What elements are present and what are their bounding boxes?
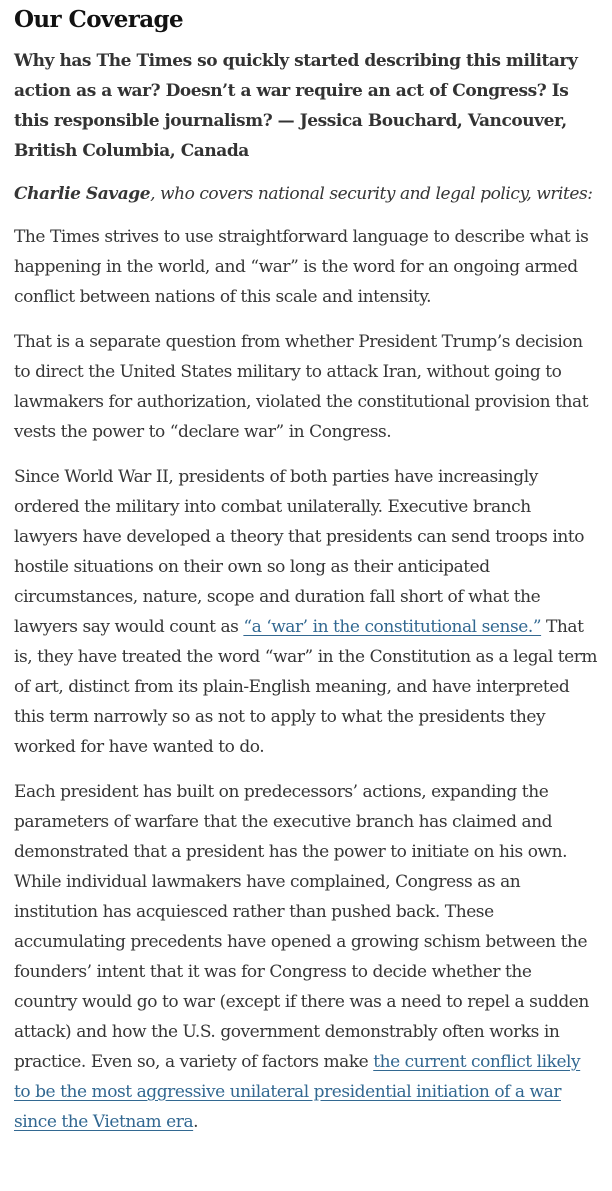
paragraph-3-text-after: That is, they have treated the word “war” in the Constitution as a legal term of art, distinct from its plain-English meaning, and have interpreted this term narrowly so as not to apply to what the presidents they worked for have wanted to do. <box>14 617 598 757</box>
paragraph-2: That is a separate question from whether President Trump’s decision to direct the United States military to attack Iran, without going to lawmakers for authorization, violated the constitutional provision that vests the power to “declare war” in Congress. <box>14 332 589 442</box>
paragraph-4-text-before: Each president has built on predecessors’ actions, expanding the parameters of warfare that the executive branch has claimed and demonstrated that a president has the power to initiate on his own. While individual lawmakers have complained, Congress as an institution has acquiesced rather than pushed back. These accumulating precedents have opened a growing schism between the founders’ intent that it was for Congress to decide whether the country would go to war (except if there was a need to repel a sudden attack) and how the U.S. government demonstrably often works in practice. Even so, a variety of factors make <box>14 782 589 1072</box>
paragraph-1: The Times strives to use straightforward language to describe what is happening in the world, and “war” is the word for an ongoing armed conflict between nations of this scale and intensity. <box>14 227 589 307</box>
current-conflict-link[interactable]: the current conflict likely to be the most aggressive unilateral presidential initiation of a war since the Vietnam era <box>14 1052 581 1132</box>
byline-author: Charlie Savage <box>14 184 151 204</box>
byline-description: , who covers national security and legal policy, writes: <box>150 184 593 204</box>
paragraph-3 <box>14 462 598 762</box>
constitutional-sense-link[interactable]: “a ‘war’ in the constitutional sense.” <box>243 617 542 637</box>
reader-question: Why has The Times so quickly started describing this military action as a war? Doesn’t a war require an act of Congress? Is this responsible journalism? — Jessica Bouchard, Vancouver, British Columbia, Canada <box>14 51 578 161</box>
byline <box>14 179 598 209</box>
paragraph-3-text-before: Since World War II, presidents of both parties have increasingly ordered the military into combat unilaterally. Executive branch lawyers have developed a theory that presidents can send troops into hostile situations on their own so long as their anticipated circumstances, nature, scope and duration fall short of what the lawyers say would count as <box>14 467 585 637</box>
paragraph-4-text-after: . <box>193 1112 199 1132</box>
paragraph-4 <box>14 777 598 1137</box>
section-heading: Our Coverage <box>14 6 184 33</box>
